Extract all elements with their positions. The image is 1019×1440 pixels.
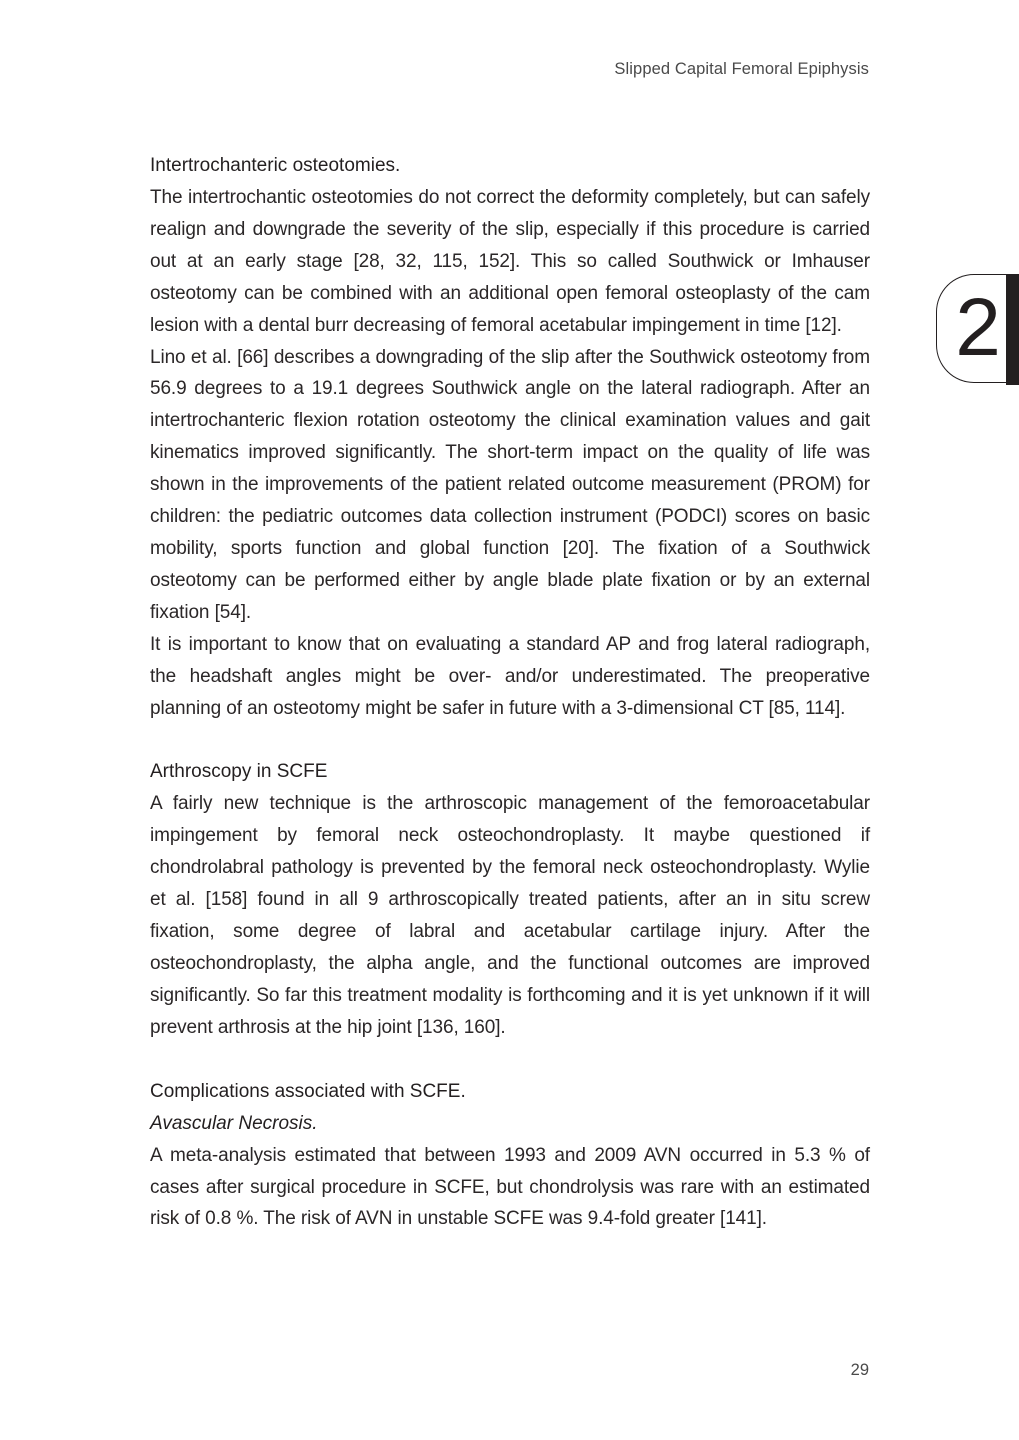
section-gap xyxy=(150,1044,870,1076)
section-complications xyxy=(150,1076,870,1236)
page-number: 29 xyxy=(850,1361,869,1379)
subsection-heading: Avascular Necrosis. xyxy=(150,1112,318,1134)
paragraph: A meta-analysis estimated that between 1993 and 2009 AVN occurred in 5.3 % of cases after surgical procedure in SCFE, but chondrolysis was rare with an estimated risk of 0.8 %. The risk of AVN in unstable SCFE was 9.4-fold greater [141]. xyxy=(150,1144,870,1230)
running-head: Slipped Capital Femoral Epiphysis xyxy=(614,60,869,78)
paragraph: It is important to know that on evaluating a standard AP and frog lateral radiograph, the headshaft angles might be over- and/or underestimated. The preoperative planning of an osteotomy might be safer in future with a 3-dimensional CT [85, 114]. xyxy=(150,633,870,719)
section-arthroscopy xyxy=(150,756,870,1043)
main-content xyxy=(150,150,870,1235)
chapter-number: 2 xyxy=(955,282,1001,373)
section-gap xyxy=(150,724,870,756)
section-heading: Intertrochanteric osteotomies. xyxy=(150,155,401,176)
chapter-tab xyxy=(936,274,1019,385)
paragraph: A fairly new technique is the arthroscopic management of the femoroacetabular impingement by femoral neck osteochondroplasty. It maybe questioned if chondrolabral pathology is prevented by the femoral neck osteochondroplasty. Wylie et al. [158] found in all 9 arthroscopically treated patients, after an in situ screw fixation, some degree of labral and acetabular cartilage injury. After the osteochondroplasty, the alpha angle, and the functional outcomes are improved significantly. So far this treatment modality is forthcoming and it is yet unknown if it will prevent arthrosis at the hip joint [136, 160]. xyxy=(150,793,870,1038)
paragraph: Lino et al. [66] describes a downgrading of the slip after the Southwick osteotomy from 56.9 degrees to a 19.1 degrees Southwick angle on the lateral radiograph. After an intertrochanteric flexion rotation osteotomy the clinical examination values and gait kinematics improved significantly. The short-term impact on the quality of life was shown in the improvements of the patient related outcome measurement (PROM) for children: the pediatric outcomes data collection instrument (PODCI) scores on basic mobility, sports function and global function [20]. The fixation of a Southwick osteotomy can be performed either by angle blade plate fixation or by an external fixation [54]. xyxy=(150,346,870,623)
paragraph: The intertrochantic osteotomies do not correct the deformity completely, but can safely realign and downgrade the severity of the slip, especially if this procedure is carried out at an early stage [28, 32, 115, 152]. This so called Southwick or Imhauser osteotomy can be combined with an additional open femoral osteoplasty of the cam lesion with a dental burr decreasing of femoral acetabular impingement in time [12]. xyxy=(150,187,870,336)
section-heading: Complications associated with SCFE. xyxy=(150,1080,466,1102)
section-heading: Arthroscopy in SCFE xyxy=(150,761,328,783)
section-intertrochanteric xyxy=(150,150,870,724)
